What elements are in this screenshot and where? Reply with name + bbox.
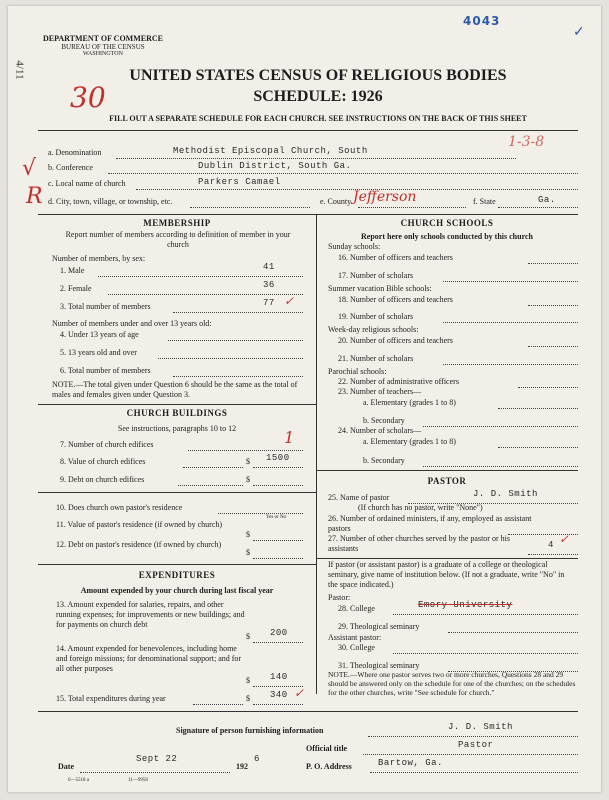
conference-label: b. Conference (48, 163, 93, 172)
official-title-field[interactable]: Pastor (458, 740, 494, 750)
stamp-number: 4043 (463, 14, 501, 28)
state-label: f. State (473, 197, 496, 206)
college-intro: If pastor (or assistant pastor) is a graduate of a college or theological seminary, give name of institution below. (If not a graduate, write "No" in the space indicated.) (328, 560, 565, 589)
q6-total-label: 6. Total number of members (60, 366, 151, 375)
q1-male-label: 1. Male (60, 266, 85, 275)
red-check-icon: ✓ (559, 532, 570, 546)
q14-benevolences-label: 14. Amount expended for benevolences, including home and foreign missions; for denominational support; and for all other purposes (56, 644, 242, 673)
yes-no-hint: Yes or No (266, 515, 287, 520)
document-subtitle: SCHEDULE: 1926 (253, 88, 383, 105)
q24b-label: b. Secondary (363, 456, 405, 465)
membership-title: MEMBERSHIP (143, 218, 211, 228)
pastor-note: NOTE.—Where one pastor serves two or more churches, Questions 28 and 29 should be answered only on the schedule for one of the churches; on the schedules for the other churches, write "See schedule for church." (328, 670, 576, 697)
q15-total-field[interactable]: 340 (270, 690, 288, 700)
q22-label: 22. Number of administrative officers (338, 377, 459, 386)
q3-total-label: 3. Total number of members (60, 302, 151, 311)
bureau-name: BUREAU OF THE CENSUS (61, 43, 145, 51)
state-field[interactable]: Ga. (538, 195, 556, 205)
expenditures-title: EXPENDITURES (138, 570, 216, 580)
q18-label: 18. Number of officers and teachers (338, 295, 453, 304)
q25-pastor-name-label: 25. Name of pastor (328, 493, 390, 502)
address-field[interactable]: Bartow, Ga. (378, 758, 443, 768)
schedule-number: 30 (70, 81, 106, 114)
q2-female-field[interactable]: 36 (263, 280, 275, 290)
q8-dollar: $ (246, 457, 250, 466)
q20-label: 20. Number of officers and teachers (338, 336, 453, 345)
q7-edifices-label: 7. Number of church edifices (60, 440, 154, 449)
schools-title: CHURCH SCHOOLS (400, 218, 494, 228)
q9-debt-label: 9. Debt on church edifices (60, 475, 145, 484)
q13-running-expenses-field[interactable]: 200 (270, 628, 288, 638)
q5-over13-label: 5. 13 years old and over (60, 348, 137, 357)
q23b-label: b. Secondary (363, 416, 405, 425)
q27-other-churches-label: 27. Number of other churches served by the pastor or his assistants (328, 534, 510, 553)
q29-seminary-label: 29. Theological seminary (338, 622, 420, 631)
q30-college-label: 30. College (338, 643, 375, 652)
signature-label: Signature of person furnishing information (176, 726, 324, 735)
instructions-line: FILL OUT A SEPARATE SCHEDULE FOR EACH CHURCH. SEE INSTRUCTIONS ON THE BACK OF THIS SHEET (109, 114, 527, 123)
official-title-label: Official title (306, 744, 348, 753)
form-number-2: 11—9958 (128, 778, 148, 783)
q7-edifices-field[interactable]: 1 (284, 428, 295, 447)
q12-dollar: $ (246, 548, 250, 557)
q8-value-label: 8. Value of church edifices (60, 457, 146, 466)
membership-note: NOTE.—The total given under Question 6 should be the same as the total of males and females given under Question 3. (52, 380, 298, 399)
assistant-subheading: Assistant pastor: (328, 633, 382, 642)
q27-other-churches-field[interactable]: 4 (548, 540, 554, 550)
red-bracket-mark: √ (22, 156, 37, 181)
denomination-label: a. Denomination (48, 148, 102, 157)
red-check-icon: ✓ (294, 686, 305, 700)
check-mark-icon: ✓ (573, 25, 585, 40)
code-mark: 1-3-8 (508, 134, 545, 150)
conference-field[interactable]: Dublin District, South Ga. (198, 161, 352, 171)
q11-residence-value-label: 11. Value of pastor's residence (if owned by church) (56, 520, 223, 529)
q14-dollar: $ (246, 676, 250, 685)
date-label: Date (58, 762, 74, 771)
local-name-label: c. Local name of church (48, 179, 126, 188)
q9-dollar: $ (246, 475, 250, 484)
q25-hint: (If church has no pastor, write "None") (358, 503, 483, 512)
q26-assistants-label: 26. Number of ordained ministers, if any, employed as assistant pastors (328, 514, 532, 533)
q11-dollar: $ (246, 530, 250, 539)
q24-label: 24. Number of scholars— (338, 426, 422, 435)
schools-intro: Report here only schools conducted by this church (361, 232, 533, 241)
date-field[interactable]: Sept 22 (136, 754, 178, 764)
q2-female-label: 2. Female (60, 284, 92, 293)
county-field[interactable]: Jefferson (353, 189, 417, 205)
pastor-subheading: Pastor: (328, 593, 351, 602)
q14-benevolences-field[interactable]: 140 (270, 672, 288, 682)
members-by-sex-label: Number of members, by sex: (52, 254, 146, 263)
q8-value-field[interactable]: 1500 (266, 453, 290, 463)
denomination-field[interactable]: Methodist Episcopal Church, South (173, 146, 368, 156)
q24a-label: a. Elementary (grades 1 to 8) (363, 437, 456, 446)
q13-dollar: $ (246, 632, 250, 641)
buildings-title: CHURCH BUILDINGS (126, 408, 228, 418)
red-r-mark: R (26, 184, 43, 209)
q23a-label: a. Elementary (grades 1 to 8) (363, 398, 456, 407)
vacation-schools-label: Summer vacation Bible schools: (328, 284, 432, 293)
sunday-schools-label: Sunday schools: (328, 242, 381, 251)
q15-dollar: $ (246, 694, 250, 703)
local-name-field[interactable]: Parkers Camael (198, 177, 281, 187)
q15-total-label: 15. Total expenditures during year (56, 694, 166, 703)
q21-label: 21. Number of scholars (338, 354, 414, 363)
bureau-city: WASHINGTON (83, 51, 123, 57)
signature-field[interactable]: J. D. Smith (448, 722, 513, 732)
census-schedule-page (8, 6, 601, 792)
q13-running-expenses-label: 13. Amount expended for salaries, repairs, and other running expenses; for improvements or new buildings; and for payments on church debt (56, 600, 245, 629)
q4-under13-label: 4. Under 13 years of age (60, 330, 139, 339)
expenditures-intro: Amount expended by your church during last fiscal year (80, 586, 274, 595)
year-prefix: 192 (236, 762, 248, 771)
q10-owns-residence-label: 10. Does church own pastor's residence (56, 503, 183, 512)
q12-residence-debt-label: 12. Debt on pastor's residence (if owned by church) (56, 540, 222, 549)
q17-label: 17. Number of scholars (338, 271, 414, 280)
county-label: e. County (320, 197, 352, 206)
address-label: P. O. Address (306, 762, 352, 771)
q19-label: 19. Number of scholars (338, 312, 414, 321)
q25-pastor-name-field[interactable]: J. D. Smith (473, 489, 538, 499)
form-number-1: 6—5518 a (68, 778, 89, 783)
q1-male-field[interactable]: 41 (263, 262, 275, 272)
buildings-intro: See instructions, paragraphs 10 to 12 (117, 424, 237, 433)
q3-total-field[interactable]: 77 (263, 298, 275, 308)
margin-note: 4/11 (13, 60, 26, 80)
department-name: DEPARTMENT OF COMMERCE (42, 34, 163, 43)
membership-intro: Report number of members according to definition of member in your church (65, 230, 291, 249)
parochial-schools-label: Parochial schools: (328, 367, 387, 376)
red-check-icon: ✓ (284, 294, 295, 308)
q31-seminary-label: 31. Theological seminary (338, 661, 420, 670)
age-header-label: Number of members under and over 13 years old: (52, 319, 212, 328)
q28-college-field[interactable]: Emory University (418, 600, 513, 610)
weekday-schools-label: Week-day religious schools: (328, 325, 419, 334)
q23-label: 23. Number of teachers— (338, 387, 422, 396)
year-field[interactable]: 6 (254, 754, 260, 764)
q16-label: 16. Number of officers and teachers (338, 253, 453, 262)
document-title: UNITED STATES CENSUS OF RELIGIOUS BODIES (129, 67, 507, 84)
city-label: d. City, town, village, or township, etc. (48, 197, 173, 206)
q28-college-label: 28. College (338, 604, 375, 613)
pastor-title: PASTOR (427, 476, 467, 486)
